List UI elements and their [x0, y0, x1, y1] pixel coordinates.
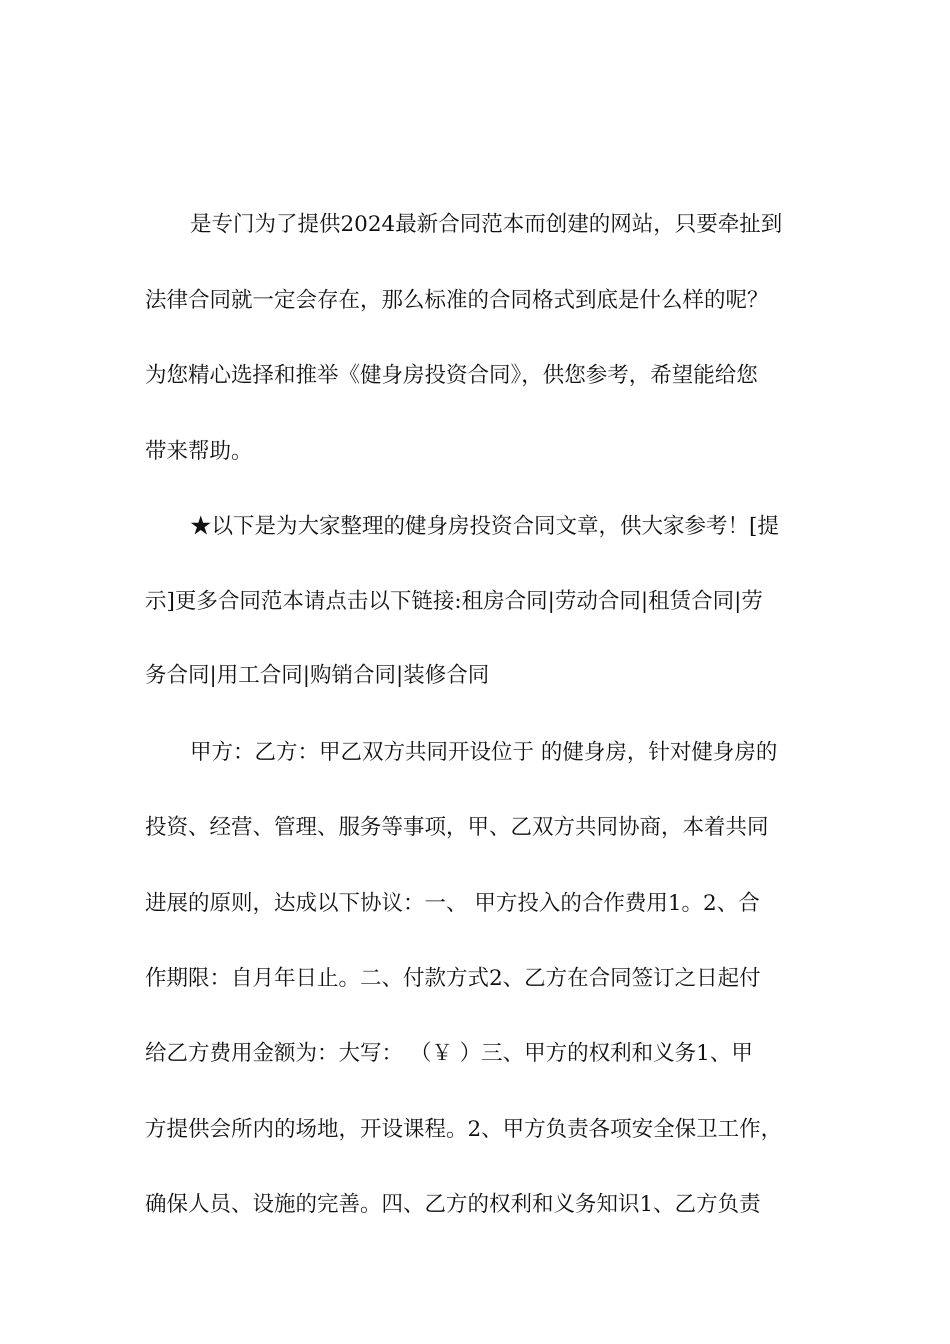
- paragraph-3-line-2: 投资、经营、管理、服务等事项，甲、乙双方共同协商，本着共同: [145, 815, 769, 840]
- paragraph-3-line-1: 甲方：乙方：甲乙双方共同开设位于 的健身房，针对健身房的: [190, 740, 778, 765]
- paragraph-3-line-6: 方提供会所内的场地，开设课程。2、甲方负责各项安全保卫工作，: [145, 1117, 783, 1142]
- paragraph-1-line-4: 带来帮助。: [145, 439, 253, 464]
- paragraph-2-line-3: 务合同|用工合同|购销合同|装修合同: [145, 663, 490, 688]
- paragraph-2-line-2: 示]更多合同范本请点击以下链接:租房合同|劳动合同|租赁合同|劳: [145, 589, 763, 614]
- paragraph-3-line-3: 进展的原则，达成以下协议：一、 甲方投入的合作费用1。2、合: [145, 891, 760, 916]
- paragraph-3-line-5: 给乙方费用金额为：大写： （￥ ）三、甲方的权利和义务1、甲: [145, 1041, 753, 1066]
- paragraph-1-line-3: 为您精心选择和推举《健身房投资合同》，供您参考，希望能给您: [145, 363, 758, 388]
- paragraph-1-line-2: 法律合同就一定会存在，那么标准的合同格式到底是什么样的呢？: [145, 288, 769, 313]
- paragraph-2-line-1: ★以下是为大家整理的健身房投资合同文章，供大家参考！[提: [190, 514, 779, 539]
- paragraph-3-line-7: 确保人员、设施的完善。四、乙方的权利和义务知识1、乙方负责: [145, 1192, 761, 1217]
- paragraph-1-line-1: 是专门为了提供2024最新合同范本而创建的网站，只要牵扯到: [190, 212, 783, 237]
- paragraph-3-line-4: 作期限：自月年日止。二、付款方式2、乙方在合同签订之日起付: [145, 966, 761, 991]
